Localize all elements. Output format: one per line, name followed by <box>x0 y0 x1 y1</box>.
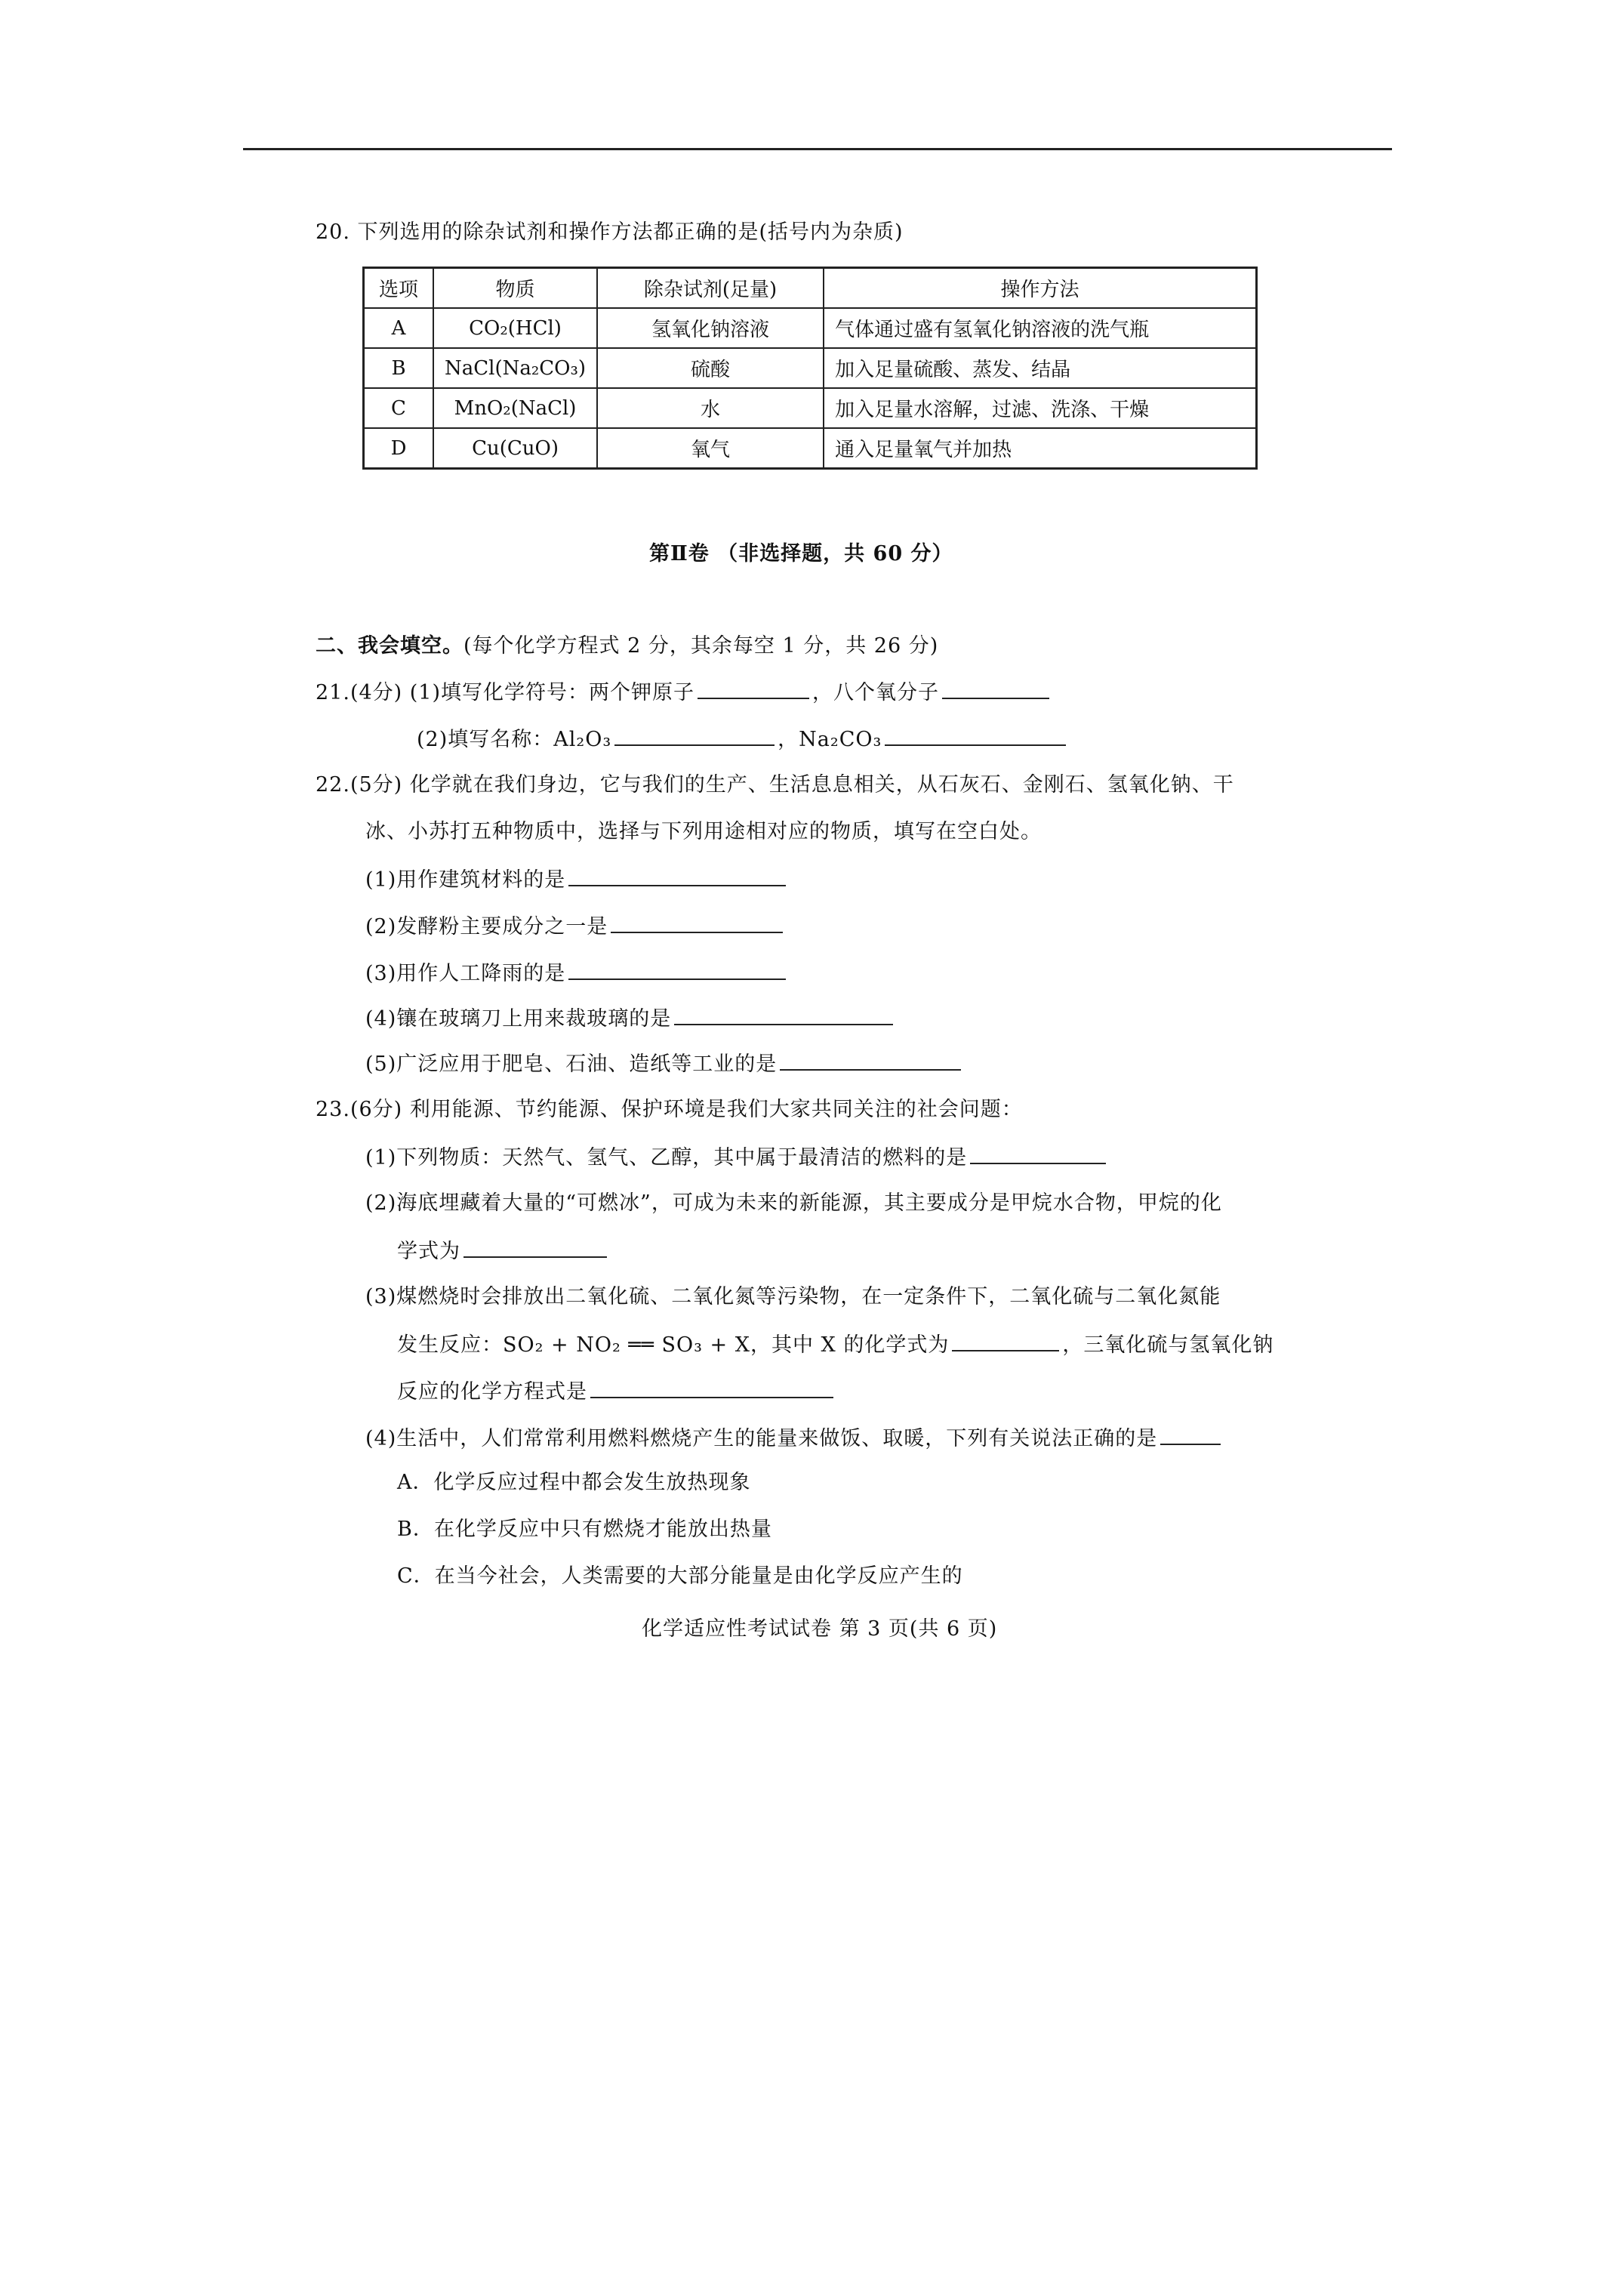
q21-part2-prompt: (2)填写名称：Al₂O₃ <box>417 728 612 751</box>
table-cell-option: B <box>364 348 434 388</box>
q21-part2-prompt-b: ，Na₂CO₃ <box>778 728 882 751</box>
header-rule <box>243 148 1392 150</box>
table-cell-method: 加入足量水溶解，过滤、洗涤、干燥 <box>824 388 1256 428</box>
table-row <box>364 388 1257 428</box>
q22-item-prompt: (4)镶在玻璃刀上用来裁玻璃的是 <box>365 1007 672 1031</box>
q20-stem: 20. 下列选用的除杂试剂和操作方法都正确的是(括号内为杂质) <box>316 220 904 244</box>
q22-item-prompt: (3)用作人工降雨的是 <box>365 962 566 985</box>
q23-option-b: B．在化学反应中只有燃烧才能放出热量 <box>397 1518 772 1541</box>
page-footer: 化学适应性考试试卷 第 3 页(共 6 页) <box>642 1617 998 1641</box>
table-cell-method: 通入足量氧气并加热 <box>824 428 1256 469</box>
q23-part3-line3 <box>397 1377 836 1406</box>
q23-option-a: A．化学反应过程中都会发生放热现象 <box>397 1471 751 1494</box>
q22-stem-line1: 22.(5分) 化学就在我们身边，它与我们的生产、生活息息相关，从石灰石、金刚石、氢氧化钠、干 <box>316 773 1234 797</box>
q22-stem-line2: 冰、小苏打五种物质中，选择与下列用途相对应的物质，填写在空白处。 <box>365 820 1042 843</box>
q23-part3-line2 <box>397 1330 1273 1359</box>
q23-part4 <box>365 1424 1224 1453</box>
answer-blank[interactable] <box>942 678 1049 699</box>
table-cell-substance: Cu(CuO) <box>433 428 597 469</box>
table-cell-method: 加入足量硫酸、蒸发、结晶 <box>824 348 1256 388</box>
q23-part2-prompt: 学式为 <box>397 1240 460 1263</box>
answer-blank[interactable] <box>970 1143 1106 1164</box>
answer-blank[interactable] <box>611 912 783 933</box>
q22-item-prompt: (1)用作建筑材料的是 <box>365 868 566 892</box>
q22-item <box>365 912 786 941</box>
table-cell-option: D <box>364 428 434 469</box>
q23-stem: 23.(6分) 利用能源、节约能源、保护环境是我们大家共同关注的社会问题： <box>316 1098 1023 1121</box>
section2-heading <box>316 633 938 660</box>
table-cell-reagent: 氢氧化钠溶液 <box>597 308 824 348</box>
table-cell-method: 气体通过盛有氢氧化钠溶液的洗气瓶 <box>824 308 1256 348</box>
answer-blank[interactable] <box>674 1004 893 1025</box>
table-header-cell: 除杂试剂(足量) <box>597 268 824 309</box>
table-header-row <box>364 268 1257 309</box>
table-row <box>364 308 1257 348</box>
table-cell-reagent: 硫酸 <box>597 348 824 388</box>
table-header-cell: 选项 <box>364 268 434 309</box>
section2-note: (每个化学方程式 2 分，其余每空 1 分，共 26 分) <box>463 634 939 658</box>
table-cell-substance: MnO₂(NaCl) <box>433 388 597 428</box>
table-cell-substance: NaCl(Na₂CO₃) <box>433 348 597 388</box>
answer-blank[interactable] <box>614 725 775 746</box>
section2-title: 二、我会填空。 <box>316 634 463 658</box>
q23-part1 <box>365 1143 1109 1172</box>
table-header-cell: 物质 <box>433 268 597 309</box>
q21-part1-prompt-b: ，八个氧分子 <box>812 681 940 704</box>
q23-part2-line2 <box>397 1237 610 1265</box>
q23-part3-prompt-c: 反应的化学方程式是 <box>397 1380 587 1404</box>
answer-blank[interactable] <box>952 1330 1059 1351</box>
answer-blank[interactable] <box>568 865 786 886</box>
answer-blank[interactable] <box>1160 1424 1221 1445</box>
table-header-cell: 操作方法 <box>824 268 1256 309</box>
answer-blank[interactable] <box>590 1377 833 1398</box>
table-cell-substance: CO₂(HCl) <box>433 308 597 348</box>
answer-blank[interactable] <box>698 678 809 699</box>
q21-line1 <box>316 678 1052 707</box>
table-cell-reagent: 水 <box>597 388 824 428</box>
q22-item <box>365 1004 896 1033</box>
answer-blank[interactable] <box>463 1237 607 1258</box>
q23-part3-line1: (3)煤燃烧时会排放出二氧化硫、二氧化氮等污染物，在一定条件下，二氧化硫与二氧化氮能 <box>365 1285 1221 1308</box>
q22-item <box>365 865 789 894</box>
answer-blank[interactable] <box>568 959 786 980</box>
table-cell-option: A <box>364 308 434 348</box>
q22-item-prompt: (2)发酵粉主要成分之一是 <box>365 915 608 938</box>
q23-part3-prompt-b: ，三氧化硫与氢氧化钠 <box>1062 1333 1274 1357</box>
q23-part4-prompt: (4)生活中，人们常常利用燃料燃烧产生的能量来做饭、取暖，下列有关说法正确的是 <box>365 1427 1158 1450</box>
table-row <box>364 348 1257 388</box>
answer-blank[interactable] <box>780 1049 961 1071</box>
q23-option-c: C．在当今社会，人类需要的大部分能量是由化学反应产生的 <box>397 1564 963 1588</box>
table-row <box>364 428 1257 469</box>
answer-blank[interactable] <box>885 725 1066 746</box>
q21-line2 <box>417 725 1069 754</box>
q23-part2-line1: (2)海底埋藏着大量的“可燃冰”，可成为未来的新能源，其主要成分是甲烷水合物，甲烷的化 <box>365 1191 1222 1215</box>
table-cell-option: C <box>364 388 434 428</box>
q23-part1-prompt: (1)下列物质：天然气、氢气、乙醇，其中属于最清洁的燃料的是 <box>365 1146 968 1170</box>
q21-part1-prompt: 21.(4分) (1)填写化学符号：两个钾原子 <box>316 681 695 704</box>
q22-item <box>365 959 789 988</box>
table-cell-reagent: 氧气 <box>597 428 824 469</box>
q20-options-table <box>362 267 1258 470</box>
q22-item-prompt: (5)广泛应用于肥皂、石油、造纸等工业的是 <box>365 1052 778 1076</box>
q23-part3-equation-prompt: 发生反应：SO₂ + NO₂ ══ SO₃ + X，其中 X 的化学式为 <box>397 1333 950 1357</box>
part2-title: 第Ⅱ卷 （非选择题，共 60 分） <box>649 542 953 566</box>
q22-item <box>365 1049 964 1078</box>
